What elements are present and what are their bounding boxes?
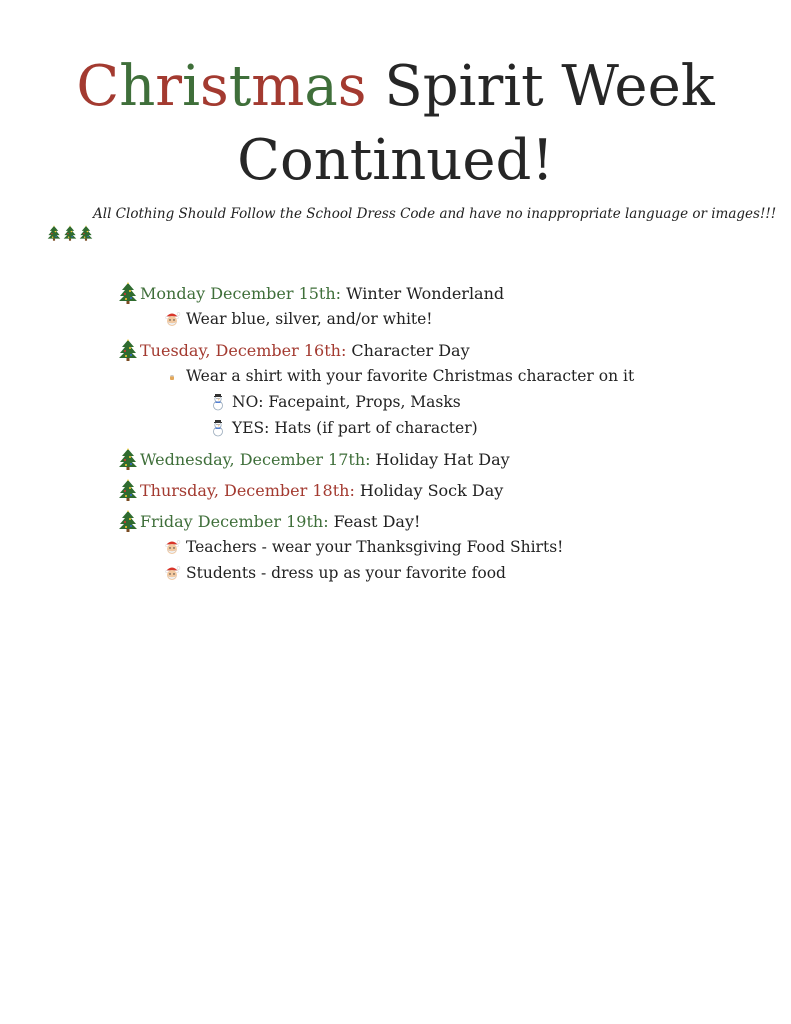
- day-item: [118, 510, 420, 532]
- title-letter: t: [228, 54, 252, 119]
- day-theme: Character Day: [351, 340, 470, 360]
- day-date: Wednesday, December 17th:: [140, 449, 371, 469]
- title-letter: C: [76, 54, 120, 119]
- day-theme: Winter Wonderland: [346, 283, 505, 303]
- detail-text: Wear a shirt with your favorite Christmas character on it: [186, 367, 635, 385]
- day-item: [118, 282, 504, 304]
- page-title: [0, 50, 791, 198]
- day-date: Friday December 19th:: [140, 511, 329, 531]
- dress-code-note: All Clothing Should Follow the School Dress Code and have no inappropriate language or images!!!: [93, 206, 777, 222]
- day-item: [118, 339, 470, 361]
- christmas-tree-icon: [118, 282, 138, 304]
- day-date: Tuesday, December 16th:: [140, 340, 347, 360]
- detail-item: [163, 310, 433, 328]
- christmas-tree-icon: [118, 448, 138, 470]
- santa-face-icon: [163, 564, 181, 582]
- title-letter: s: [337, 54, 367, 119]
- detail-item: [163, 538, 563, 556]
- detail-text: Students - dress up as your favorite food: [186, 564, 506, 582]
- detail-text: Wear blue, silver, and/or white!: [186, 310, 433, 328]
- sub-detail-item: [209, 393, 461, 411]
- christmas-word: [76, 54, 366, 119]
- christmas-tree-icon: [118, 510, 138, 532]
- title-letter: s: [200, 54, 229, 119]
- christmas-tree-icon: [118, 339, 138, 361]
- title-letter: i: [182, 54, 200, 119]
- christmas-tree-icon: [47, 225, 61, 241]
- day-theme: Holiday Sock Day: [359, 480, 504, 500]
- day-item: [118, 479, 503, 501]
- small-ornament-icon: [163, 367, 181, 385]
- christmas-tree-icon: [79, 225, 93, 241]
- sub-detail-text: YES: Hats (if part of character): [232, 419, 478, 437]
- day-date: Monday December 15th:: [140, 283, 342, 303]
- day-theme: Holiday Hat Day: [375, 449, 510, 469]
- title-letter: h: [119, 54, 156, 119]
- sub-detail-item: [209, 419, 478, 437]
- tree-decoration: [47, 225, 93, 241]
- detail-text: Teachers - wear your Thanksgiving Food Shirts!: [186, 538, 564, 556]
- day-item: [118, 448, 510, 470]
- snowman-icon: [209, 393, 227, 411]
- title-letter: r: [155, 54, 183, 119]
- title-letter: a: [304, 54, 338, 119]
- title-line-2: Continued!: [237, 128, 554, 193]
- sub-detail-text: NO: Facepaint, Props, Masks: [232, 393, 461, 411]
- day-theme: Feast Day!: [333, 511, 421, 531]
- day-date: Thursday, December 18th:: [140, 480, 355, 500]
- snowman-icon: [209, 419, 227, 437]
- santa-face-icon: [163, 310, 181, 328]
- detail-item: [163, 367, 634, 385]
- santa-face-icon: [163, 538, 181, 556]
- title-line-1: [0, 50, 791, 124]
- title-letter: m: [251, 54, 305, 119]
- title-part-2: Spirit Week: [384, 54, 715, 119]
- christmas-tree-icon: [118, 479, 138, 501]
- detail-item: [163, 564, 506, 582]
- christmas-tree-icon: [63, 225, 77, 241]
